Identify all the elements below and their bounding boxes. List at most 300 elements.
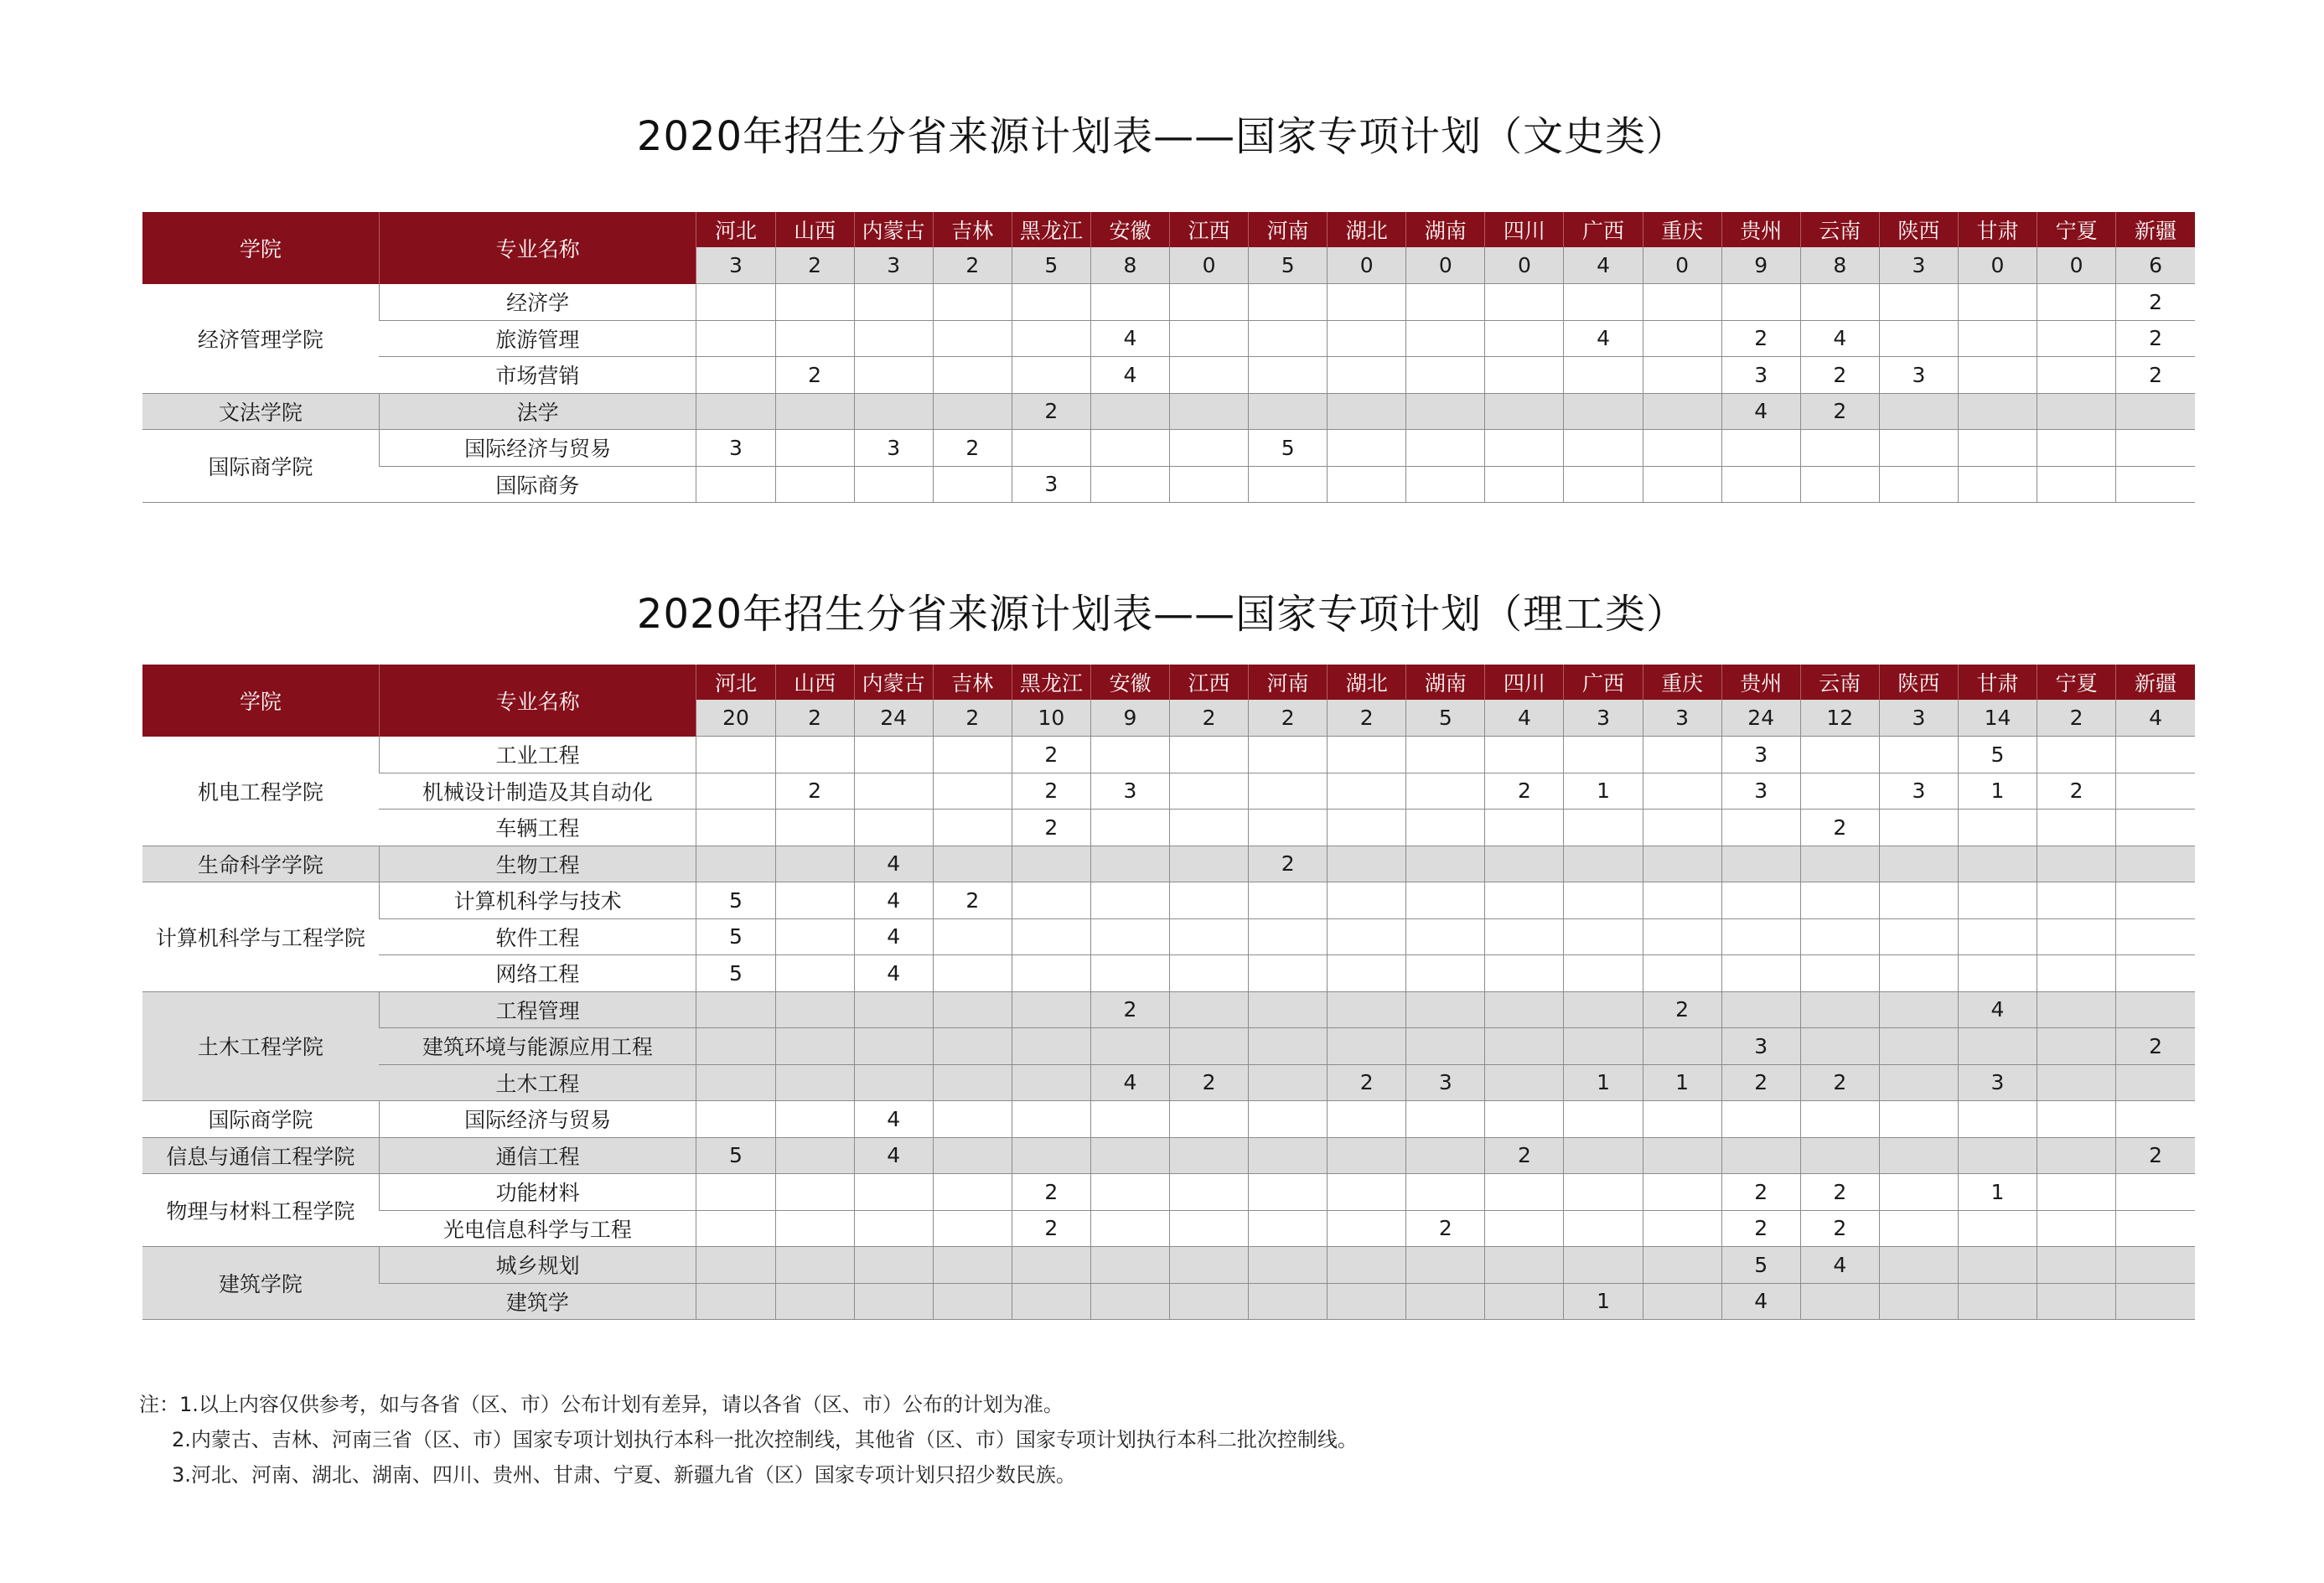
header-province: 河南 — [1249, 665, 1328, 700]
quota-cell — [2116, 1210, 2195, 1247]
quota-cell — [1012, 991, 1090, 1028]
quota-cell — [696, 1247, 775, 1284]
header-major: 专业名称 — [379, 665, 696, 737]
quota-cell — [775, 1028, 854, 1065]
quota-cell — [696, 393, 775, 430]
quota-cell — [1170, 284, 1249, 321]
quota-cell — [1249, 810, 1328, 846]
table-row — [142, 1283, 2195, 1320]
quota-cell — [1170, 846, 1249, 882]
quota-cell — [933, 737, 1012, 773]
quota-cell: 5 — [696, 918, 775, 955]
quota-cell — [1643, 320, 1721, 357]
quota-cell: 2 — [933, 430, 1012, 467]
quota-cell: 1 — [1958, 773, 2037, 810]
header-province: 黑龙江 — [1012, 212, 1090, 247]
quota-cell — [1170, 1028, 1249, 1065]
quota-cell: 4 — [1564, 320, 1643, 357]
quota-cell — [1328, 991, 1406, 1028]
total-cell: 2 — [1328, 700, 1406, 737]
quota-cell — [1485, 1210, 1564, 1247]
quota-cell — [1800, 955, 1879, 992]
quota-cell — [1643, 1137, 1721, 1174]
quota-cell: 4 — [854, 955, 933, 992]
quota-cell — [1249, 737, 1328, 773]
quota-cell: 2 — [1485, 773, 1564, 810]
header-province: 陕西 — [1879, 212, 1958, 247]
quota-cell — [1721, 1137, 1800, 1174]
table-row — [142, 1210, 2195, 1247]
table-row — [142, 357, 2195, 394]
quota-cell — [1643, 882, 1721, 919]
quota-cell — [2037, 1174, 2116, 1211]
quota-cell — [1406, 1028, 1485, 1065]
quota-cell — [1958, 955, 2037, 992]
quota-cell — [1564, 1101, 1643, 1138]
quota-cell — [854, 1028, 933, 1065]
major-cell: 建筑环境与能源应用工程 — [379, 1028, 696, 1065]
college-cell: 生命科学学院 — [142, 846, 379, 882]
major-cell: 工业工程 — [379, 737, 696, 773]
quota-cell — [1485, 810, 1564, 846]
total-cell: 10 — [1012, 700, 1090, 737]
quota-cell — [933, 918, 1012, 955]
header-province: 湖北 — [1328, 212, 1406, 247]
header-province: 贵州 — [1721, 665, 1800, 700]
quota-cell — [933, 773, 1012, 810]
college-cell: 文法学院 — [142, 393, 379, 430]
quota-cell — [933, 1174, 1012, 1211]
quota-cell — [1958, 430, 2037, 467]
table-row — [142, 430, 2195, 467]
quota-cell — [1090, 1283, 1169, 1320]
table-row — [142, 1028, 2195, 1065]
quota-cell — [2037, 1028, 2116, 1065]
quota-cell — [1090, 810, 1169, 846]
quota-cell: 2 — [1800, 1174, 1879, 1211]
total-cell: 3 — [854, 247, 933, 284]
quota-cell — [1879, 1137, 1958, 1174]
header-province: 重庆 — [1643, 665, 1721, 700]
quota-cell: 4 — [1721, 1283, 1800, 1320]
total-cell: 24 — [1721, 700, 1800, 737]
quota-cell: 1 — [1958, 1174, 2037, 1211]
quota-cell — [1564, 357, 1643, 394]
quota-cell — [1958, 1028, 2037, 1065]
major-cell: 城乡规划 — [379, 1247, 696, 1284]
page-title-science-engineering: 2020年招生分省来源计划表——国家专项计划（理工类） — [636, 591, 1688, 638]
quota-cell — [933, 466, 1012, 503]
quota-cell — [1170, 1247, 1249, 1284]
quota-cell — [1012, 320, 1090, 357]
quota-cell: 2 — [1721, 1210, 1800, 1247]
header-province: 吉林 — [933, 212, 1012, 247]
quota-cell — [1721, 882, 1800, 919]
quota-cell — [1170, 773, 1249, 810]
quota-cell — [1012, 1101, 1090, 1138]
quota-cell — [854, 1283, 933, 1320]
quota-cell — [1643, 1028, 1721, 1065]
college-cell: 国际商学院 — [142, 430, 379, 503]
quota-cell — [1800, 846, 1879, 882]
quota-cell — [933, 1247, 1012, 1284]
quota-cell — [1090, 737, 1169, 773]
quota-cell — [1643, 430, 1721, 467]
quota-cell — [2037, 1064, 2116, 1101]
table-row — [142, 918, 2195, 955]
header-province: 山西 — [775, 665, 854, 700]
quota-cell — [1328, 1174, 1406, 1211]
table-row — [142, 320, 2195, 357]
total-cell: 0 — [1485, 247, 1564, 284]
quota-cell — [1328, 955, 1406, 992]
quota-cell — [933, 320, 1012, 357]
quota-cell — [1170, 393, 1249, 430]
quota-cell — [696, 991, 775, 1028]
major-cell: 经济学 — [379, 284, 696, 321]
header-major: 专业名称 — [379, 212, 696, 284]
quota-cell — [696, 466, 775, 503]
quota-cell — [1643, 357, 1721, 394]
quota-cell: 4 — [854, 846, 933, 882]
header-row — [142, 665, 2195, 700]
quota-cell — [1800, 1283, 1879, 1320]
header-province: 广西 — [1564, 212, 1643, 247]
quota-cell — [775, 1247, 854, 1284]
total-cell: 20 — [696, 700, 775, 737]
major-cell: 生物工程 — [379, 846, 696, 882]
table-row — [142, 1247, 2195, 1284]
quota-cell: 2 — [1800, 393, 1879, 430]
quota-cell — [1090, 1101, 1169, 1138]
quota-cell — [1090, 430, 1169, 467]
quota-cell — [1012, 1028, 1090, 1065]
header-province: 吉林 — [933, 665, 1012, 700]
quota-cell — [1249, 1028, 1328, 1065]
total-cell: 3 — [1879, 700, 1958, 737]
header-province: 广西 — [1564, 665, 1643, 700]
total-cell: 5 — [1012, 247, 1090, 284]
table-row — [142, 846, 2195, 882]
quota-cell — [1800, 737, 1879, 773]
quota-cell: 3 — [1406, 1064, 1485, 1101]
quota-cell — [1958, 284, 2037, 321]
quota-cell — [2116, 846, 2195, 882]
quota-cell: 1 — [1564, 1283, 1643, 1320]
quota-cell — [775, 1174, 854, 1211]
quota-cell — [1170, 918, 1249, 955]
quota-cell — [1090, 393, 1169, 430]
quota-cell — [933, 846, 1012, 882]
quota-cell — [1249, 918, 1328, 955]
quota-cell — [854, 1247, 933, 1284]
quota-cell — [1406, 991, 1485, 1028]
quota-cell — [1328, 773, 1406, 810]
header-province: 宁夏 — [2037, 665, 2116, 700]
table-row — [142, 1064, 2195, 1101]
table-row — [142, 284, 2195, 321]
total-cell: 24 — [854, 700, 933, 737]
quota-cell — [854, 1210, 933, 1247]
quota-cell — [1485, 430, 1564, 467]
quota-cell — [1643, 1174, 1721, 1211]
college-cell: 土木工程学院 — [142, 991, 379, 1101]
quota-cell — [1406, 846, 1485, 882]
major-cell: 网络工程 — [379, 955, 696, 992]
quota-cell: 2 — [775, 357, 854, 394]
total-cell: 2 — [933, 247, 1012, 284]
quota-cell — [2116, 1174, 2195, 1211]
quota-cell — [1328, 393, 1406, 430]
quota-cell — [696, 1028, 775, 1065]
quota-cell — [1328, 1283, 1406, 1320]
quota-cell: 3 — [1721, 1028, 1800, 1065]
quota-cell — [775, 737, 854, 773]
quota-cell: 2 — [1721, 320, 1800, 357]
quota-cell — [1012, 1064, 1090, 1101]
quota-cell — [1564, 737, 1643, 773]
quota-cell — [775, 1210, 854, 1247]
quota-cell — [1170, 430, 1249, 467]
quota-cell — [2116, 773, 2195, 810]
quota-cell — [1643, 846, 1721, 882]
page-title-liberal-arts: 2020年招生分省来源计划表——国家专项计划（文史类） — [636, 113, 1688, 160]
quota-cell — [1958, 320, 2037, 357]
quota-cell — [1643, 737, 1721, 773]
major-cell: 工程管理 — [379, 991, 696, 1028]
quota-cell — [775, 918, 854, 955]
quota-cell — [1879, 846, 1958, 882]
quota-cell: 4 — [1721, 393, 1800, 430]
college-cell: 信息与通信工程学院 — [142, 1137, 379, 1174]
quota-cell — [1879, 918, 1958, 955]
quota-cell — [1328, 466, 1406, 503]
quota-cell — [2037, 284, 2116, 321]
quota-cell — [1958, 357, 2037, 394]
quota-cell: 3 — [1012, 466, 1090, 503]
quota-cell — [1643, 1247, 1721, 1284]
quota-cell: 3 — [1090, 773, 1169, 810]
quota-cell — [1958, 393, 2037, 430]
quota-cell: 2 — [1721, 1064, 1800, 1101]
quota-cell: 4 — [1800, 1247, 1879, 1284]
quota-cell — [1800, 882, 1879, 919]
total-cell: 6 — [2116, 247, 2195, 284]
quota-cell — [1958, 466, 2037, 503]
quota-cell — [1485, 357, 1564, 394]
header-province: 甘肃 — [1958, 665, 2037, 700]
quota-cell: 2 — [1012, 1210, 1090, 1247]
quota-cell — [1170, 955, 1249, 992]
quota-cell — [2116, 955, 2195, 992]
quota-cell: 3 — [1879, 773, 1958, 810]
quota-cell — [2037, 1283, 2116, 1320]
quota-cell — [933, 1137, 1012, 1174]
college-cell: 机电工程学院 — [142, 737, 379, 846]
quota-cell — [1721, 846, 1800, 882]
quota-cell — [1406, 918, 1485, 955]
quota-cell: 2 — [1721, 1174, 1800, 1211]
quota-cell — [1485, 955, 1564, 992]
quota-cell — [1170, 737, 1249, 773]
quota-cell: 3 — [1958, 1064, 2037, 1101]
quota-cell — [2116, 393, 2195, 430]
quota-cell: 5 — [696, 882, 775, 919]
quota-cell — [2037, 320, 2116, 357]
quota-cell — [2037, 1137, 2116, 1174]
quota-cell — [1170, 810, 1249, 846]
quota-cell — [1721, 955, 1800, 992]
quota-cell — [1249, 1174, 1328, 1211]
quota-cell — [1406, 284, 1485, 321]
quota-cell — [1643, 773, 1721, 810]
quota-cell — [933, 991, 1012, 1028]
quota-cell — [854, 991, 933, 1028]
quota-cell — [1406, 1174, 1485, 1211]
quota-cell — [1879, 1101, 1958, 1138]
quota-cell — [1485, 737, 1564, 773]
major-cell: 通信工程 — [379, 1137, 696, 1174]
quota-cell — [2037, 466, 2116, 503]
total-cell: 8 — [1800, 247, 1879, 284]
quota-cell — [933, 1210, 1012, 1247]
quota-cell — [1643, 466, 1721, 503]
quota-cell — [2037, 430, 2116, 467]
quota-cell: 2 — [2037, 773, 2116, 810]
quota-cell: 4 — [854, 882, 933, 919]
major-cell: 车辆工程 — [379, 810, 696, 846]
quota-cell — [2116, 1101, 2195, 1138]
total-cell: 0 — [1170, 247, 1249, 284]
quota-cell: 2 — [1012, 393, 1090, 430]
header-province: 新疆 — [2116, 212, 2195, 247]
quota-cell — [1564, 1174, 1643, 1211]
quota-cell — [1879, 1064, 1958, 1101]
quota-cell — [1958, 882, 2037, 919]
quota-cell: 2 — [1170, 1064, 1249, 1101]
major-cell: 计算机科学与技术 — [379, 882, 696, 919]
quota-cell — [933, 284, 1012, 321]
quota-cell — [2037, 393, 2116, 430]
quota-cell — [775, 810, 854, 846]
header-province: 河北 — [696, 665, 775, 700]
quota-cell — [854, 1064, 933, 1101]
quota-cell — [1249, 991, 1328, 1028]
quota-cell: 5 — [696, 955, 775, 992]
quota-cell: 2 — [1800, 1064, 1879, 1101]
quota-cell — [775, 1101, 854, 1138]
quota-cell — [1328, 320, 1406, 357]
quota-cell — [1721, 918, 1800, 955]
quota-cell — [1249, 1247, 1328, 1284]
quota-cell — [775, 1137, 854, 1174]
quota-cell — [854, 357, 933, 394]
quota-cell — [1090, 284, 1169, 321]
quota-cell — [1170, 1283, 1249, 1320]
table-row — [142, 991, 2195, 1028]
quota-cell — [1170, 1137, 1249, 1174]
quota-cell: 2 — [1485, 1137, 1564, 1174]
quota-cell — [1564, 810, 1643, 846]
quota-cell: 2 — [2116, 1137, 2195, 1174]
quota-cell — [696, 773, 775, 810]
quota-cell — [2037, 737, 2116, 773]
quota-cell: 5 — [1249, 430, 1328, 467]
table-row — [142, 393, 2195, 430]
quota-cell — [1958, 1101, 2037, 1138]
quota-cell: 3 — [854, 430, 933, 467]
quota-cell — [1406, 320, 1485, 357]
quota-cell: 2 — [1406, 1210, 1485, 1247]
header-province: 重庆 — [1643, 212, 1721, 247]
quota-cell — [2037, 918, 2116, 955]
quota-cell — [1328, 918, 1406, 955]
quota-cell — [1012, 1137, 1090, 1174]
quota-cell — [1012, 1247, 1090, 1284]
quota-cell — [1879, 882, 1958, 919]
quota-cell — [775, 284, 854, 321]
quota-cell: 2 — [2116, 1028, 2195, 1065]
quota-cell — [1012, 955, 1090, 992]
quota-cell — [854, 810, 933, 846]
quota-cell — [1800, 1101, 1879, 1138]
quota-cell — [2037, 955, 2116, 992]
quota-cell: 2 — [1090, 991, 1169, 1028]
quota-cell — [1721, 991, 1800, 1028]
quota-cell — [2116, 1064, 2195, 1101]
quota-cell — [1249, 284, 1328, 321]
quota-cell — [1406, 357, 1485, 394]
plan-table-liberal-arts — [142, 212, 2195, 503]
quota-cell — [1643, 1283, 1721, 1320]
total-cell: 9 — [1721, 247, 1800, 284]
quota-cell: 1 — [1564, 773, 1643, 810]
quota-cell — [1800, 1137, 1879, 1174]
quota-cell: 4 — [854, 1101, 933, 1138]
college-cell: 物理与材料工程学院 — [142, 1174, 379, 1247]
quota-cell: 3 — [1721, 357, 1800, 394]
quota-cell — [2116, 466, 2195, 503]
quota-cell — [1090, 1028, 1169, 1065]
quota-cell — [1485, 284, 1564, 321]
quota-cell — [2116, 737, 2195, 773]
header-college: 学院 — [142, 212, 379, 284]
quota-cell — [1721, 810, 1800, 846]
quota-cell — [1879, 466, 1958, 503]
total-cell: 0 — [1643, 247, 1721, 284]
quota-cell — [933, 1283, 1012, 1320]
major-cell: 国际经济与贸易 — [379, 1101, 696, 1138]
header-province: 云南 — [1800, 212, 1879, 247]
header-province: 甘肃 — [1958, 212, 2037, 247]
total-cell: 4 — [1485, 700, 1564, 737]
quota-cell — [1643, 918, 1721, 955]
quota-cell — [1564, 1210, 1643, 1247]
quota-cell — [1328, 357, 1406, 394]
quota-cell: 2 — [1012, 1174, 1090, 1211]
quota-cell — [1800, 284, 1879, 321]
quota-cell — [775, 430, 854, 467]
quota-cell: 2 — [1012, 810, 1090, 846]
quota-cell — [1879, 810, 1958, 846]
quota-cell — [1879, 1210, 1958, 1247]
college-cell: 国际商学院 — [142, 1101, 379, 1138]
quota-cell: 4 — [1090, 320, 1169, 357]
quota-cell — [2037, 357, 2116, 394]
quota-cell — [2116, 810, 2195, 846]
quota-cell — [1328, 430, 1406, 467]
quota-cell — [1879, 991, 1958, 1028]
